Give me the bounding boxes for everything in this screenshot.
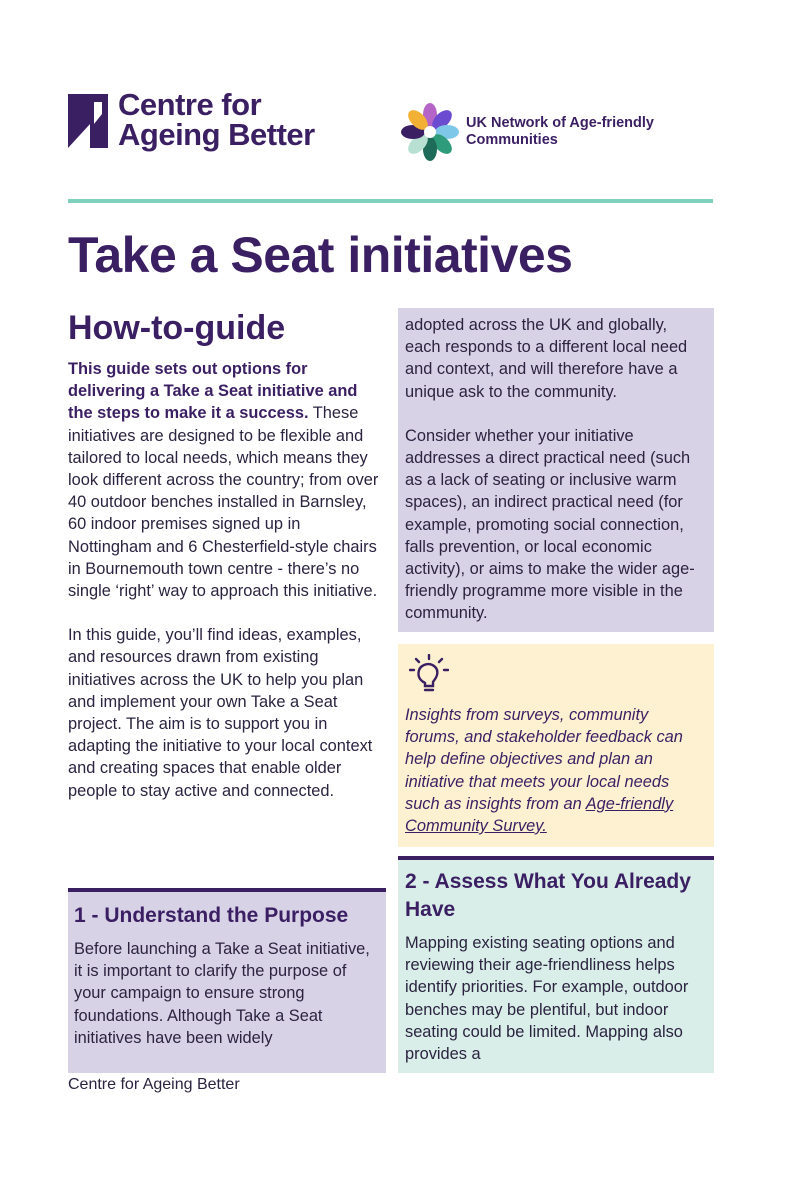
section-1-body: Before launching a Take a Seat initiative, it is important to clarify the purpose of your campaign to ensure strong foundations. Although Take a Seat initiatives have been widely <box>74 940 370 1047</box>
section-1-box <box>68 888 386 1073</box>
centre-for-ageing-better-mark-icon <box>68 94 108 148</box>
section-1-continued-2: Consider whether your initiative addresses a direct practical need (such as a lack of seating or inclusive warm spaces), an indirect practical need (for example, promoting social connection, falls prevention, or local economic activity), or aims to make the wider age-friendly programme more visible in the community. <box>405 426 695 623</box>
uk-network-logo-text <box>466 115 654 149</box>
cab-logo-line2: Ageing Better <box>118 117 315 152</box>
uk-logo-line2: Communities <box>466 132 558 148</box>
cab-logo-line1: Centre for <box>118 87 262 122</box>
section-1-continued-box <box>398 308 714 632</box>
lightbulb-icon <box>409 654 449 698</box>
section-1-continued-1: adopted across the UK and globally, each responds to a different local need and context, and will therefore have a unique ask to the community. <box>405 316 688 401</box>
cab-logo-text <box>118 87 315 152</box>
uk-logo-line1: UK Network of Age-friendly <box>466 115 654 131</box>
page-title: Take a Seat initiatives <box>68 227 573 283</box>
header-divider <box>68 199 713 203</box>
page-subtitle: How-to-guide <box>68 309 286 347</box>
age-friendly-survey-link[interactable]: Age-friendly Community Survey. <box>405 794 674 836</box>
footer-text: Centre for Ageing Better <box>68 1076 240 1093</box>
section-2-body: Mapping existing seating options and reviewing their age-friendliness helps identify priorities. For example, outdoor benches may be plentiful, but indoor seating could be limited. Mapping also provides a <box>405 934 689 1064</box>
uk-network-logo <box>400 100 720 164</box>
section-1-heading: 1 - Understand the Purpose <box>74 904 349 927</box>
section-2-box <box>398 856 714 1073</box>
guide-overview-paragraph: In this guide, you’ll find ideas, examples, and resources drawn from existing initiatives across the UK to help you plan and implement your own Take a Seat project. The aim is to support you in adapting the initiative to your local context and creating spaces that enable older people to stay active and connected. <box>68 626 373 800</box>
insight-callout <box>398 644 714 847</box>
intro-paragraph <box>68 358 386 602</box>
insight-body: Insights from surveys, community forums, and stakeholder feedback can help define objectives and plan an initiative that meets your local needs such as insights from an <box>405 706 683 813</box>
intro-bold-text: This guide sets out options for delivering a Take a Seat initiative and the steps to make it a success. <box>68 360 358 423</box>
insight-text <box>405 704 706 837</box>
centre-for-ageing-better-logo <box>68 87 348 158</box>
flower-petals-icon <box>400 101 460 163</box>
left-column <box>68 308 386 802</box>
section-2-heading: 2 - Assess What You Already Have <box>405 870 691 921</box>
intro-text: These initiatives are designed to be flexible and tailored to local needs, which means they look different across the country; from over 40 outdoor benches installed in Barnsley, 60 indoor premises signed up in Nottingham and 6 Chesterfield-style chairs in Bournemouth town centre - there’s no single ‘right’ way to approach this initiative. <box>68 404 379 601</box>
